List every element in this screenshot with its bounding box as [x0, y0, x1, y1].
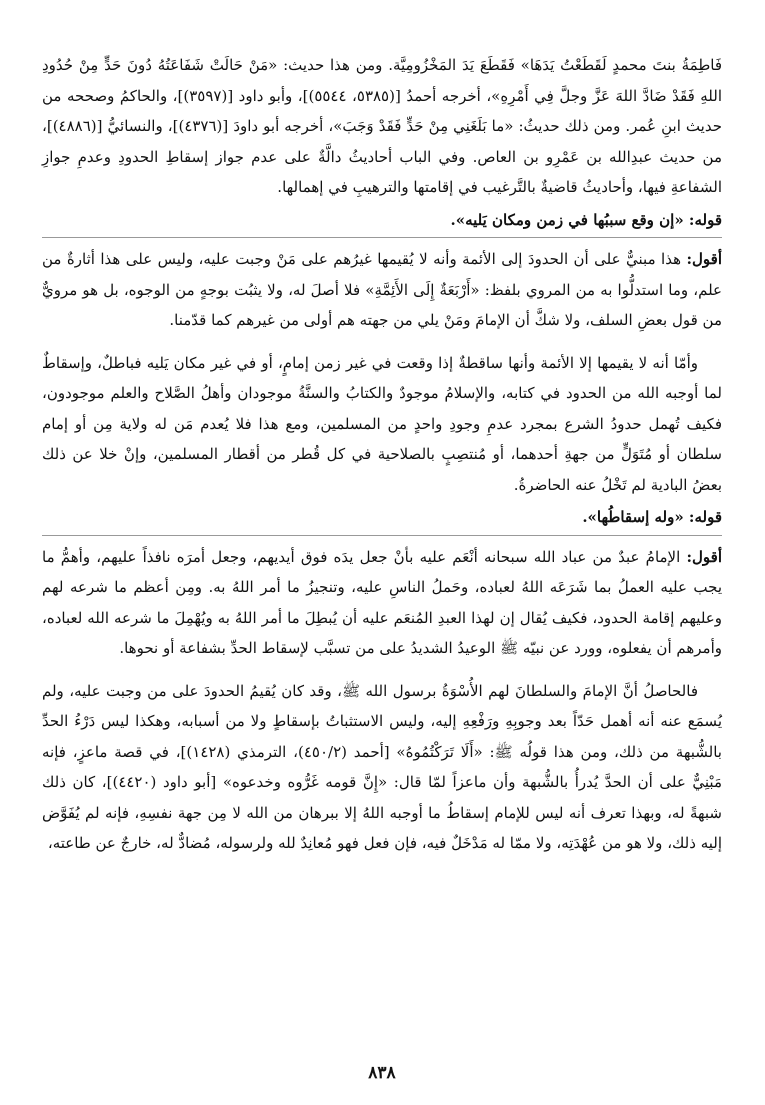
paragraph-4-text: الإمامُ عبدٌ من عباد الله سبحانه أنْعَم عليه بأنْ جعل يدَه فوق أيديهم، وجعل أمرَه نافذاً عليهم، وأهمُّ ما يجب عليه العملُ بما شَرَعَه اللهُ لعباده، وحَملُ الناسِ عليه، وتنجيزُ ما أمر اللهُ به. ومِن أعظم ما شرعه لهم وعليهم إقامة الحدود، فكيف يُقال إن لهذا العبدِ المُنعَم عليه أن يُبطِلَ ما أمر اللهُ به ويُهْمِلَ ما شرعه الله لعباده، وأمرهم أن يفعلوه، وورد عن نبيّه ﷺ الوعيدُ الشديدُ على من تسبَّب لإسقاط الحدِّ بشفاعة أو نحوها. [42, 547, 722, 657]
paragraph-2 [42, 244, 722, 336]
section-heading-1: قوله: «إن وقع سببُها في زمن ومكان يَليه». [450, 210, 722, 229]
paragraph-5: فالحاصلُ أنَّ الإمامَ والسلطانَ لهم الأُسْوَةُ برسول الله ﷺ، وقد كان يُقيمُ الحدودَ على من وجبت عليه، ولم يُسمَع عنه أنه أهمل حَدّاً بعد وجوبِهِ ورَفْعِهِ إليه، وليس الاستثباتُ بإسقاطٍ ولا من أسبابه، وهكذا ليس دَرْءُ الحدِّ بالشُّبهة من ذلك، ومن هذا قولُه ﷺ: «أَلَا تَرَكْتُمُوهُ» [أحمد (٤٥٠/٢)، الترمذي (١٤٢٨)]، في قصة ماعزٍ، فإنه مَبْنِيٌّ على أن الحدَّ يُدرأُ بالشُّبهة وأن ماعزاً لمّا قال: «إِنَّ قومه غَرُّوه وخدعوه» [أبو داود (٤٤٢٠)]، كان ذلك شبهةً له، وبهذا تعرف أنه ليس للإمام إسقاطُ ما أوجبه اللهُ إلا ببرهان من الله لا مِن جهة نفسِهِ، فإنه لم يُفَوَّض إليه ذلك، ولا هو من عُهْدَتِه، ولا ممّا له مَدْخَلٌ فيه، فإن فعل فهو مُعانِدٌ لله ولرسوله، مُضادٌّ له، خارجٌ عن طاعته، [42, 681, 722, 852]
paragraph-4-lead: أقول: [686, 547, 722, 566]
divider [42, 237, 722, 238]
section-heading-2: قوله: «وله إسقاطُها». [582, 508, 722, 526]
paragraph-2-lead: أقول: [686, 250, 722, 268]
intro-paragraph: فَاطِمَةُ بنتَ محمدٍ لَقَطَعْتُ يَدَهَا» فَقَطَعَ يَدَ المَخْزُومِيَّة. ومن هذا حديث: «مَنْ حَالَتْ شَفَاعَتُهُ دُونَ حَدٍّ مِنْ حُدُودِ اللهِ فَقَدْ ضَادَّ اللهَ عَزَّ وجلَّ فِي أَمْرِهِ»، أخرجه أحمدُ [(٥٣٨٥، ٥٥٤٤)]، وأبو داود [(٣٥٩٧)]، والحاكمُ وصححه من حديث ابنِ عُمر. ومن ذلك حديثُ: «ما بَلَغَنِي مِنْ حَدٍّ فَقَدْ وَجَبَ»، أخرجه أبو داودَ [(٤٣٧٦)]، والنسائيُّ [(٤٨٨٦)]، من حديث عبدِالله بن عَمْرِو بن العاص. وفي الباب أحاديثُ دالَّةٌ على عدم جواز إسقاطِ الحدودِ وعدمِ جوازِ الشفاعةِ فيها، وأحاديثُ قاضيةٌ بالتَّرغيب في إقامتها والترهيبِ في إهمالها. [42, 56, 723, 196]
paragraph-2-text: هذا مبنيٌّ على أن الحدودَ إلى الأئمة وأنه لا يُقيمها غيرُهم على مَنْ وجبت عليه، وليس على هذا أثارةٌ من علم، وما استدلُّوا به من المروي بلفظ: «أَرْبَعَةٌ إِلَى الأَئِمَّةِ» فلا أصلَ له، ولا يثبُت بوجهٍ من الوجوه، بل هو مرويٌّ من قول بعضِ السلف، ولا شكَّ أن الإمامَ ومَنْ يلي من جهته هم أولى من غيرهم كما قدّمنا. [42, 250, 722, 329]
paragraph-3: وأمّا أنه لا يقيمها إلا الأئمة وأنها ساقطةٌ إذا وقعت في غير زمن إمامٍ، أو في غير مكان يَليه فباطلٌ، وإسقاطٌ لما أوجبه الله من الحدود في كتابه، والإسلامُ موجودٌ والكتابُ والسنَّةُ موجودان وأهلُ الصَّلاح والعلم موجودون، فكيف تُهمل حدودُ الشرع بمجرد عدمِ وجودِ واحدٍ من المسلمين، ومع هذا فلا يُعدم مَن له ولاية مِن أو إمام سلطان أو مُتَوَلٍّ من جهةِ أحدهما، أو مُنتصِبٍ بالصلاحية في كل قُطر من أقطار المسلمين، وإنْ خلا عن ذلك بعضُ البادية لم تَخْلُ عنه الحاضرةُ. [42, 353, 722, 494]
paragraph-4 [42, 542, 722, 664]
divider [42, 535, 722, 536]
document-page [42, 50, 722, 1090]
page-number: ٨٣٨ [368, 1063, 396, 1083]
